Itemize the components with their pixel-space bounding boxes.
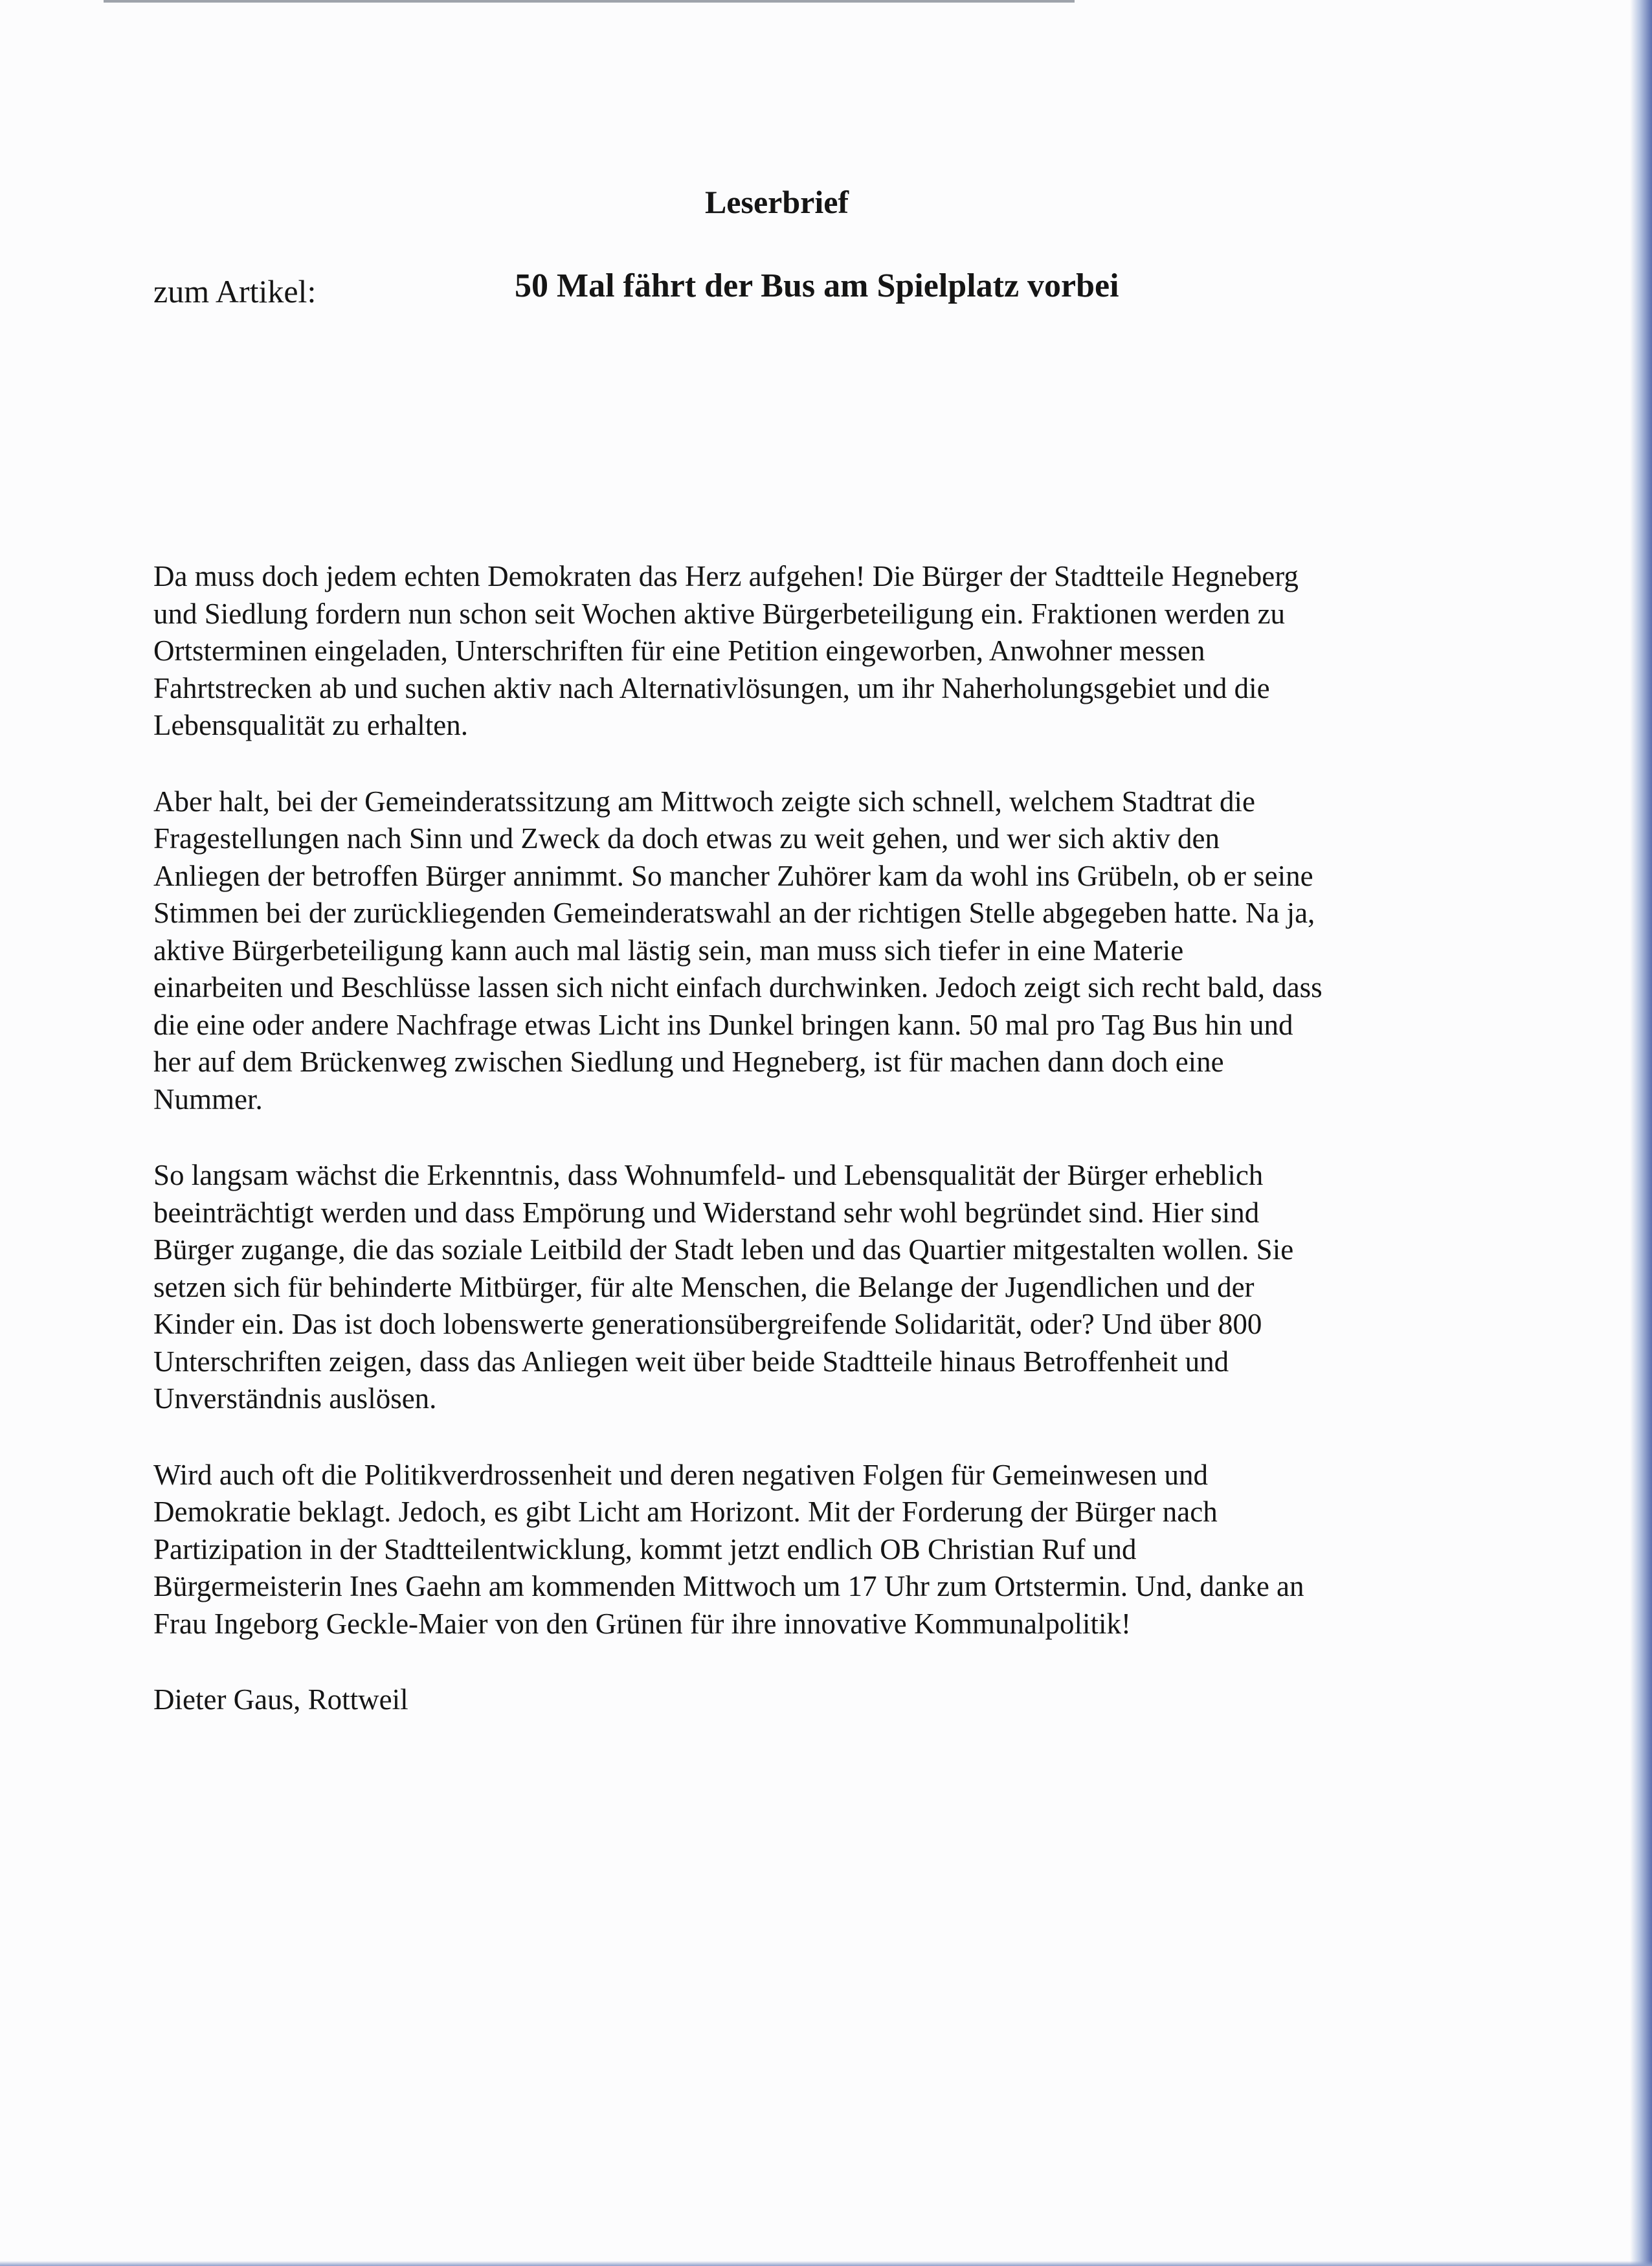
scan-edge-bottom <box>0 2261 1652 2266</box>
text-line: Bürger zugange, die das soziale Leitbild der Stadt leben und das Quartier mitgestalten wollen. Sie <box>153 1233 1294 1266</box>
paragraph-3 <box>153 1157 1539 1418</box>
article-title: 50 Mal fährt der Bus am Spielplatz vorbei <box>515 267 1119 304</box>
text-line: Frau Ingeborg Geckle-Maier von den Grünen für ihre innovative Kommunalpolitik! <box>153 1607 1132 1640</box>
text-line: die eine oder andere Nachfrage etwas Licht ins Dunkel bringen kann. 50 mal pro Tag Bus hin und <box>153 1008 1293 1041</box>
paragraph-1 <box>153 558 1539 745</box>
text-line: Fahrtstrecken ab und suchen aktiv nach Alternativlösungen, um ihr Naherholungsgebiet und die <box>153 671 1270 704</box>
letter-heading: Leserbrief <box>704 184 849 220</box>
text-line: beeinträchtigt werden und dass Empörung und Widerstand sehr wohl begründet sind. Hier sind <box>153 1196 1260 1229</box>
text-line: und Siedlung fordern nun schon seit Wochen aktive Bürgerbeteiligung ein. Fraktionen werden zu <box>153 597 1286 630</box>
text-line: Aber halt, bei der Gemeinderatssitzung am Mittwoch zeigte sich schnell, welchem Stadtrat die <box>153 785 1255 818</box>
text-line: Da muss doch jedem echten Demokraten das Herz aufgehen! Die Bürger der Stadtteile Hegneberg <box>153 560 1299 592</box>
scan-edge-right <box>1630 0 1652 2266</box>
text-line: Lebensqualität zu erhalten. <box>153 709 469 741</box>
text-line: her auf dem Brückenweg zwischen Siedlung und Hegneberg, ist für machen dann doch eine <box>153 1046 1224 1078</box>
paragraph-4 <box>153 1457 1539 1643</box>
text-line: Nummer. <box>153 1083 263 1116</box>
text-line: Demokratie beklagt. Jedoch, es gibt Licht am Horizont. Mit der Forderung der Bürger nach <box>153 1496 1218 1528</box>
paragraph-2 <box>153 783 1539 1119</box>
text-line: einarbeiten und Beschlüsse lassen sich nicht einfach durchwinken. Jedoch zeigt sich recht bald, dass <box>153 971 1323 1004</box>
text-line: Anliegen der betroffen Bürger annimmt. So mancher Zuhörer kam da wohl ins Grübeln, ob er seine <box>153 859 1313 892</box>
signature: Dieter Gaus, Rottweil <box>153 1683 408 1716</box>
text-line: setzen sich für behinderte Mitbürger, für alte Menschen, die Belange der Jugendlichen und der <box>153 1270 1255 1303</box>
text-line: Bürgermeisterin Ines Gaehn am kommenden Mittwoch um 17 Uhr zum Ortstermin. Und, danke an <box>153 1570 1304 1602</box>
text-line: Unverständnis auslösen. <box>153 1382 437 1415</box>
text-line: Stimmen bei der zurückliegenden Gemeinderatswahl an der richtigen Stelle abgegeben hatte. Na ja, <box>153 897 1315 929</box>
text-line: Ortsterminen eingeladen, Unterschriften für eine Petition eingeworben, Anwohner messen <box>153 634 1205 667</box>
subject-label: zum Artikel: <box>153 273 317 309</box>
text-line: Unterschriften zeigen, dass das Anliegen weit über beide Stadtteile hinaus Betroffenheit und <box>153 1345 1229 1378</box>
text-line: So langsam wächst die Erkenntnis, dass Wohnumfeld- und Lebensqualität der Bürger erheblich <box>153 1159 1264 1191</box>
scan-edge-top <box>104 0 1075 3</box>
letter-body <box>153 558 1539 1719</box>
text-line: Partizipation in der Stadtteilentwicklung, kommt jetzt endlich OB Christian Ruf und <box>153 1532 1137 1565</box>
text-line: aktive Bürgerbeteiligung kann auch mal lästig sein, man muss sich tiefer in eine Materie <box>153 934 1184 967</box>
text-line: Fragestellungen nach Sinn und Zweck da doch etwas zu weit gehen, und wer sich aktiv den <box>153 822 1220 855</box>
text-line: Kinder ein. Das ist doch lobenswerte generationsübergreifende Solidarität, oder? Und über 800 <box>153 1308 1262 1340</box>
text-line: Wird auch oft die Politikverdrossenheit und deren negativen Folgen für Gemeinwesen und <box>153 1458 1209 1491</box>
